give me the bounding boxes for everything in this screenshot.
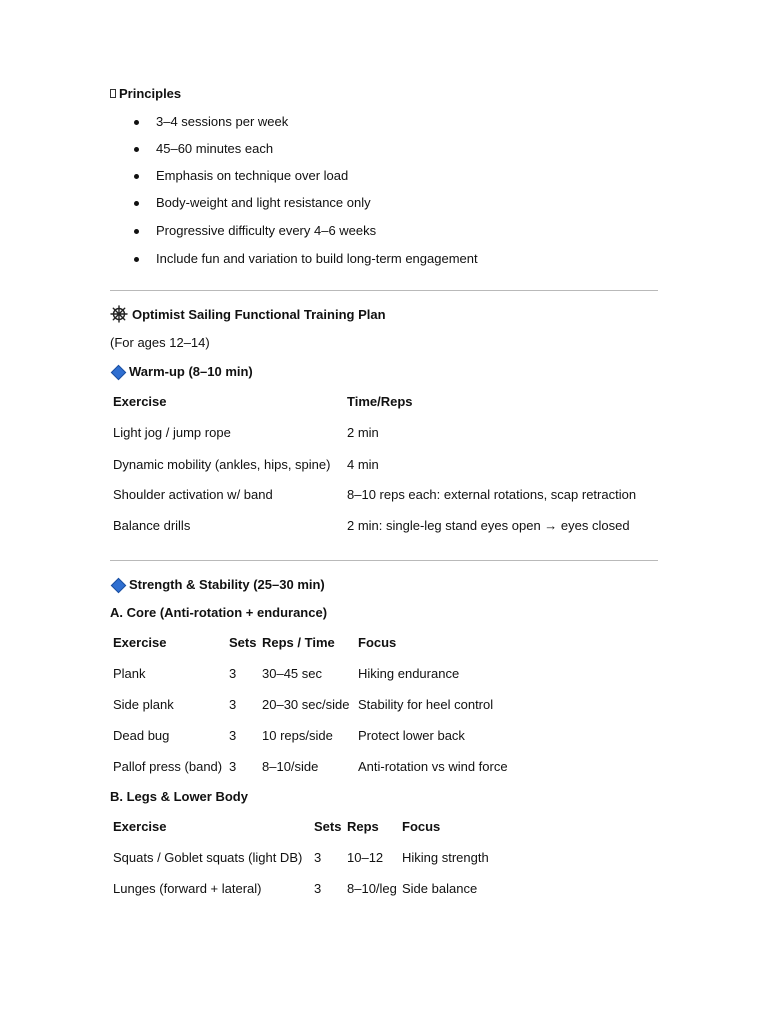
table-cell: 4 min [347, 457, 379, 472]
table-header: Sets [314, 819, 342, 834]
table-cell: 30–45 sec [262, 666, 322, 681]
table-cell: 10–12 [347, 850, 384, 865]
table-header: Exercise [113, 635, 167, 650]
table-cell: Light jog / jump rope [113, 425, 231, 440]
table-cell: Dead bug [113, 728, 170, 743]
bullet-icon [134, 229, 139, 234]
table-header: Focus [358, 635, 397, 650]
table-cell: 8–10/leg [347, 881, 397, 896]
list-item: Body-weight and light resistance only [156, 195, 371, 210]
table-cell: Side balance [402, 881, 478, 896]
ship-wheel-icon [110, 305, 128, 323]
bullet-icon [134, 174, 139, 179]
principles-heading: Principles [119, 86, 182, 101]
blue-diamond-icon [111, 365, 127, 381]
horizontal-rule [110, 290, 658, 291]
table-cell: 3 [229, 728, 237, 743]
table-cell: 3 [229, 697, 237, 712]
table-header: Reps / Time [262, 635, 335, 650]
table-cell: Protect lower back [358, 728, 465, 743]
list-item: Include fun and variation to build long-term engagement [156, 251, 478, 266]
list-item: 3–4 sessions per week [156, 114, 289, 129]
table-header: Time/Reps [347, 394, 413, 409]
missing-glyph-icon [110, 89, 116, 98]
table-cell: 20–30 sec/side [262, 697, 350, 712]
core-heading: A. Core (Anti-rotation + endurance) [110, 605, 328, 620]
table-cell: Pallof press (band) [113, 759, 223, 774]
table-cell: 3 [314, 850, 322, 865]
warmup-heading: Warm-up (8–10 min) [129, 364, 253, 379]
table-cell: Stability for heel control [358, 697, 494, 712]
list-item: Emphasis on technique over load [156, 168, 349, 183]
table-cell: 3 [229, 759, 237, 774]
plan-subtitle: (For ages 12–14) [110, 335, 210, 350]
bullet-icon [134, 201, 139, 206]
table-cell: Shoulder activation w/ band [113, 487, 273, 502]
table-header: Reps [347, 819, 379, 834]
table-cell: 2 min [347, 425, 379, 440]
legs-heading: B. Legs & Lower Body [110, 789, 248, 804]
table-cell: 8–10 reps each: external rotations, scap retraction [347, 487, 637, 502]
table-cell: 8–10/side [262, 759, 319, 774]
table-cell: Squats / Goblet squats (light DB) [113, 850, 303, 865]
strength-heading: Strength & Stability (25–30 min) [129, 577, 325, 592]
table-cell: 3 [229, 666, 237, 681]
table-header: Focus [402, 819, 441, 834]
blue-diamond-icon [111, 578, 127, 594]
table-cell: Lunges (forward + lateral) [113, 881, 262, 896]
table-cell: 2 min: single-leg stand eyes open → eyes closed [347, 518, 630, 533]
plan-title: Optimist Sailing Functional Training Plan [132, 307, 386, 322]
bullet-icon [134, 120, 139, 125]
table-cell: Dynamic mobility (ankles, hips, spine) [113, 457, 331, 472]
table-cell: Plank [113, 666, 146, 681]
table-header: Sets [229, 635, 257, 650]
table-cell: 3 [314, 881, 322, 896]
list-item: Progressive difficulty every 4–6 weeks [156, 223, 377, 238]
table-cell: 10 reps/side [262, 728, 333, 743]
table-cell: Balance drills [113, 518, 191, 533]
table-cell: Side plank [113, 697, 174, 712]
table-cell: Hiking endurance [358, 666, 460, 681]
list-item: 45–60 minutes each [156, 141, 274, 156]
bullet-icon [134, 147, 139, 152]
table-header: Exercise [113, 394, 167, 409]
table-cell: Hiking strength [402, 850, 489, 865]
table-cell: Anti-rotation vs wind force [358, 759, 508, 774]
horizontal-rule [110, 560, 658, 561]
table-header: Exercise [113, 819, 167, 834]
bullet-icon [134, 257, 139, 262]
